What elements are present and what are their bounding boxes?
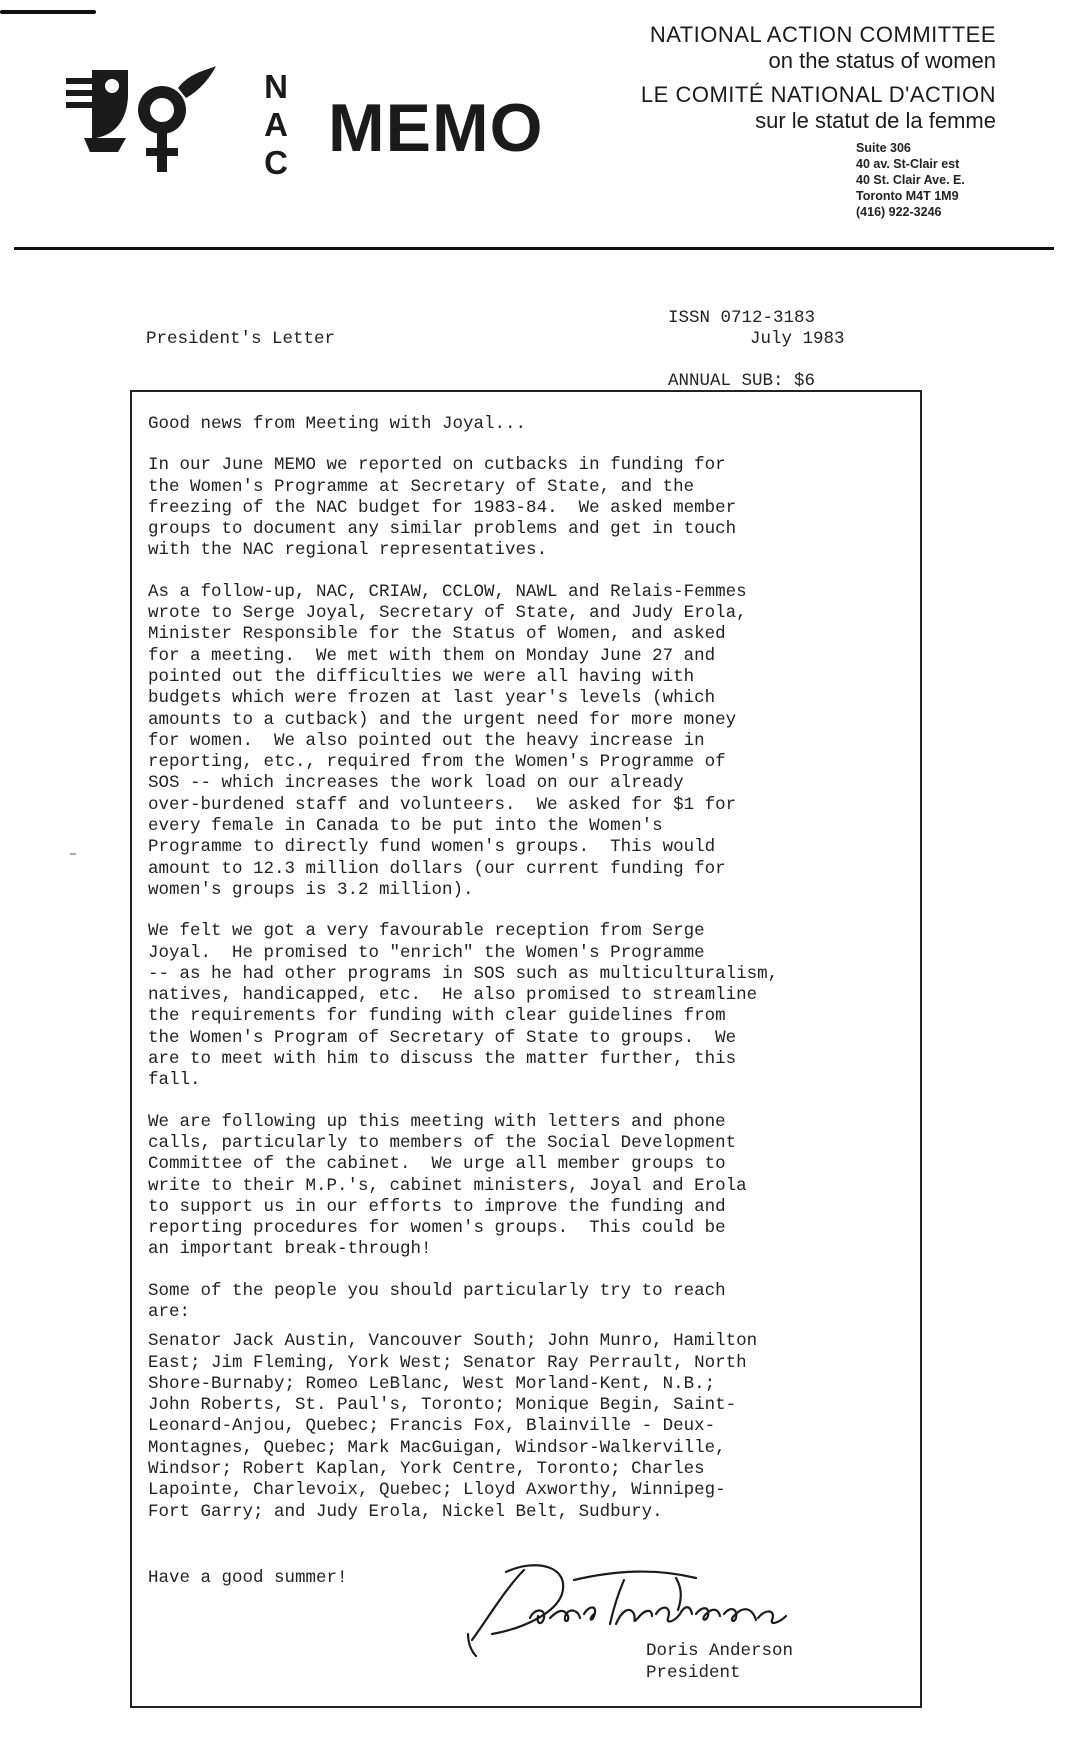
letter-body (148, 414, 908, 1543)
acronym-letter-c: C (264, 144, 288, 181)
header-divider (14, 247, 1054, 250)
org-name-fr: LE COMITÉ NATIONAL D'ACTION (640, 82, 996, 107)
scan-smudge (70, 853, 76, 855)
acronym-letter-n: N (264, 68, 288, 105)
letter-paragraph: We felt we got a very favourable reception from Serge Joyal. He promised to "enrich" the Women's Programme -- as he had other programs in SOS such as multiculturalism, natives, handicapped, etc. He also promised to streamline the requirements for funding with clear guidelines from the Women's Program of Secretary of State to groups. We are to meet with him to discuss the matter further, this fall. (148, 921, 779, 1091)
address-line: Suite 306 (856, 141, 911, 155)
letter-paragraph: In our June MEMO we reported on cutbacks in funding for the Women's Programme at Secretary of State, and the freezing of the NAC budget for 1983-84. We asked member groups to document any similar problems and get in touch with the NAC regional representatives. (148, 455, 737, 561)
scan-mark (0, 10, 96, 14)
address-line: 40 av. St-Clair est (856, 157, 960, 171)
signer-title: President (646, 1663, 741, 1683)
memo-wordmark: MEMO (328, 90, 544, 166)
document-date: July 1983 (750, 329, 845, 349)
letter-heading: Good news from Meeting with Joyal... (148, 414, 527, 434)
letter-paragraph: As a follow-up, NAC, CRIAW, CCLOW, NAWL and Relais-Femmes wrote to Serge Joyal, Secretary of State, and Judy Erola, Minister Responsible for the Status of Women, and asked for a meeting. We met with them on Monday June 27 and pointed out the difficulties we were all having with budgets which were frozen at last year's levels (which amounts to a cutback) and the urgent need for more money for women. We also pointed out the heavy increase in reporting, etc., required from the Women's Programme of SOS -- which increases the work load on our already over-burdened staff and volunteers. We asked for $1 for every female in Canada to be put into the Women's Programme to directly fund women's groups. This would amount to 12.3 million dollars (our current funding for women's groups is 3.2 million). (148, 581, 747, 900)
annual-subscription: ANNUAL SUB: $6 (668, 371, 816, 391)
signer-block (646, 1640, 793, 1684)
org-subtitle-en: on the status of women (768, 48, 996, 73)
document-title: President's Letter (146, 329, 336, 349)
letter-paragraph: Some of the people you should particularly try to reach are: (148, 1280, 726, 1322)
acronym-letter-a: A (264, 106, 288, 143)
address-line: 40 St. Clair Ave. E. (856, 173, 965, 187)
nac-logo-emblem (66, 64, 216, 184)
signer-name: Doris Anderson (646, 1641, 794, 1661)
letter-closing: Have a good summer! (148, 1568, 348, 1588)
letter-paragraph: We are following up this meeting with letters and phone calls, particularly to members of the Social Development Committee of the cabinet. We urge all member groups to write to their M.P.'s, cabinet ministers, Joyal and Erola to support us in our efforts to improve the funding and reporting procedures for women's groups. This could be an important break-through! (148, 1111, 747, 1260)
org-name-en: NATIONAL ACTION COMMITTEE (649, 22, 996, 47)
address-line: Toronto M4T 1M9 (856, 189, 959, 203)
contact-list: Senator Jack Austin, Vancouver South; John Munro, Hamilton East; Jim Fleming, York West; Senator Ray Perrault, North Shore-Burnaby; Romeo LeBlanc, West Morland-Kent, N.B.; John Roberts, St. Paul's, Toronto; Monique Begin, Saint- Leonard-Anjou, Quebec; Francis Fox, Blainville - Deux- Montagnes, Quebec; Mark MacGuigan, Windsor-Walkerville, Windsor; Robert Kaplan, York Centre, Toronto; Charles Lapointe, Charlevoix, Quebec; Lloyd Axworthy, Winnipeg- Fort Garry; and Judy Erola, Nickel Belt, Sudbury. (148, 1331, 758, 1522)
mailing-address (856, 140, 965, 220)
issn-number: ISSN 0712-3183 (668, 308, 816, 328)
organization-block (641, 22, 996, 134)
nac-acronym (256, 68, 296, 182)
address-line: (416) 922-3246 (856, 205, 942, 219)
org-subtitle-fr: sur le statut de la femme (755, 108, 996, 133)
